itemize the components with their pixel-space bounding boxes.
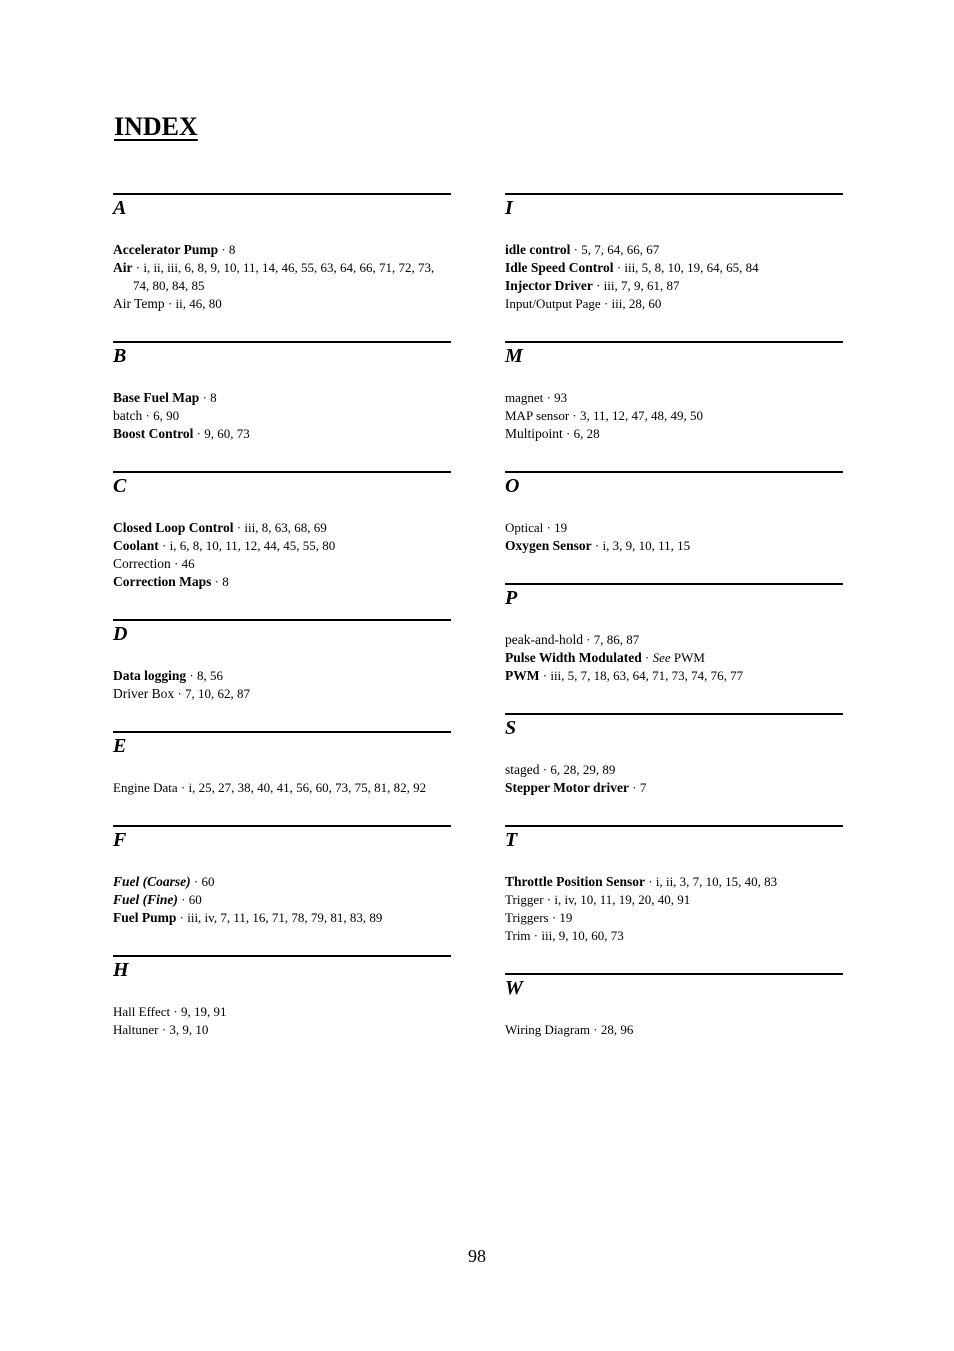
index-entry bbox=[505, 277, 843, 295]
entry-pages: · iii, 5, 8, 10, 19, 64, 65, 84 bbox=[613, 260, 759, 275]
index-entry bbox=[113, 873, 451, 891]
section-letter: B bbox=[113, 345, 127, 367]
entry-pages: · iii, 28, 60 bbox=[600, 296, 662, 311]
entry-term: Driver Box bbox=[113, 686, 175, 701]
entry-pages: · 9, 60, 73 bbox=[193, 426, 250, 441]
entry-pages: · 7 bbox=[628, 780, 647, 795]
section-letter: C bbox=[113, 475, 127, 497]
entry-pages: · 7, 10, 62, 87 bbox=[174, 686, 250, 701]
index-section-w bbox=[505, 973, 843, 1039]
index-section-t bbox=[505, 825, 843, 945]
index-section-b bbox=[113, 341, 451, 443]
entry-pages: · 3, 9, 10 bbox=[158, 1022, 209, 1037]
entry-pages: · 5, 7, 64, 66, 67 bbox=[570, 242, 660, 257]
entry-pages: · 7, 86, 87 bbox=[582, 632, 640, 647]
entry-list bbox=[505, 499, 843, 555]
entry-term: Throttle Position Sensor bbox=[505, 874, 646, 889]
index-entry bbox=[505, 295, 843, 313]
entry-term: Air Temp bbox=[113, 296, 165, 311]
entry-pages: · i, ii, 3, 7, 10, 15, 40, 83 bbox=[645, 874, 778, 889]
index-section-s bbox=[505, 713, 843, 797]
index-entry bbox=[505, 779, 843, 797]
entry-term: PWM bbox=[505, 668, 540, 683]
section-letter: A bbox=[113, 197, 127, 219]
entry-pages: · 6, 90 bbox=[142, 408, 180, 423]
section-letter: D bbox=[113, 623, 128, 645]
section-letter: O bbox=[505, 475, 520, 497]
entry-term: Fuel (Coarse) bbox=[113, 874, 191, 889]
entry-pages: · 6, 28, 29, 89 bbox=[539, 762, 616, 777]
entry-term: Stepper Motor driver bbox=[505, 780, 629, 795]
entry-list bbox=[505, 741, 843, 797]
entry-list bbox=[505, 853, 843, 945]
entry-list bbox=[113, 221, 451, 313]
entry-term: Data logging bbox=[113, 668, 187, 683]
entry-see-target: PWM bbox=[670, 650, 705, 665]
entry-term: Pulse Width Modulated bbox=[505, 650, 642, 665]
entry-term: Trim bbox=[505, 928, 531, 943]
entry-term: batch bbox=[113, 408, 143, 423]
index-section-h bbox=[113, 955, 451, 1039]
entry-term: Engine Data bbox=[113, 780, 178, 795]
index-entry bbox=[505, 537, 843, 555]
entry-term: Oxygen Sensor bbox=[505, 538, 592, 553]
section-letter: H bbox=[113, 959, 129, 981]
section-letter: I bbox=[505, 197, 513, 219]
entry-list bbox=[113, 499, 451, 591]
index-entry bbox=[113, 1003, 451, 1021]
entry-term: Coolant bbox=[113, 538, 159, 553]
entry-list bbox=[113, 369, 451, 443]
index-section-m bbox=[505, 341, 843, 443]
index-entry bbox=[113, 389, 451, 407]
index-entry bbox=[505, 631, 843, 649]
entry-list bbox=[505, 1001, 843, 1039]
entry-pages: · 8 bbox=[211, 574, 229, 589]
entry-pages: · iii, 9, 10, 60, 73 bbox=[530, 928, 624, 943]
entry-pages: · iii, 5, 7, 18, 63, 64, 71, 73, 74, 76, 77 bbox=[539, 668, 744, 683]
entry-term: staged bbox=[505, 762, 540, 777]
entry-term: Optical bbox=[505, 520, 544, 535]
index-entry bbox=[505, 667, 843, 685]
entry-term: Triggers bbox=[505, 910, 549, 925]
index-section-f bbox=[113, 825, 451, 927]
index-entry bbox=[113, 909, 451, 927]
index-section-c bbox=[113, 471, 451, 591]
index-entry bbox=[505, 241, 843, 259]
index-entry bbox=[113, 295, 451, 313]
entry-pages: · iii, 8, 63, 68, 69 bbox=[233, 520, 327, 535]
entry-pages: · i, 3, 9, 10, 11, 15 bbox=[591, 538, 691, 553]
entry-pages: · 19 bbox=[543, 520, 568, 535]
entry-term: Multipoint bbox=[505, 426, 563, 441]
index-section-i bbox=[505, 193, 843, 313]
entry-term: Air bbox=[113, 260, 133, 275]
entry-pages: · ii, 46, 80 bbox=[164, 296, 222, 311]
entry-term: peak-and-hold bbox=[505, 632, 583, 647]
entry-pages: · i, iv, 10, 11, 19, 20, 40, 91 bbox=[543, 892, 691, 907]
index-entry bbox=[113, 555, 451, 573]
section-letter: T bbox=[505, 829, 518, 851]
page-number: 98 bbox=[468, 1246, 486, 1266]
index-entry bbox=[113, 1021, 451, 1039]
entry-pages: · 60 bbox=[177, 892, 202, 907]
entry-term: Accelerator Pump bbox=[113, 242, 219, 257]
entry-pages: · i, 6, 8, 10, 11, 12, 44, 45, 55, 80 bbox=[158, 538, 336, 553]
entry-term: Fuel (Fine) bbox=[113, 892, 178, 907]
index-entry bbox=[505, 389, 843, 407]
index-entry bbox=[113, 241, 451, 259]
index-entry bbox=[505, 873, 843, 891]
entry-term: Wiring Diagram bbox=[505, 1022, 591, 1037]
entry-pages: · 28, 96 bbox=[590, 1022, 634, 1037]
entry-term: Boost Control bbox=[113, 426, 194, 441]
entry-term: idle control bbox=[505, 242, 571, 257]
section-letter: E bbox=[113, 735, 127, 757]
entry-term: magnet bbox=[505, 390, 544, 405]
entry-pages: · 46 bbox=[170, 556, 195, 571]
index-entry bbox=[113, 891, 451, 909]
index-entry bbox=[505, 649, 843, 667]
section-letter: P bbox=[505, 587, 518, 609]
entry-pages: · i, 25, 27, 38, 40, 41, 56, 60, 73, 75, 81, 82, 92 bbox=[177, 780, 427, 795]
section-letter: W bbox=[505, 977, 523, 999]
entry-term: Base Fuel Map bbox=[113, 390, 200, 405]
index-section-o bbox=[505, 471, 843, 555]
entry-pages: · 19 bbox=[548, 910, 573, 925]
index-entry bbox=[113, 407, 451, 425]
entry-pages: · 6, 28 bbox=[562, 426, 600, 441]
index-entry bbox=[505, 425, 843, 443]
section-letter: F bbox=[113, 829, 127, 851]
entry-pages: · 3, 11, 12, 47, 48, 49, 50 bbox=[569, 408, 704, 423]
entry-list bbox=[113, 853, 451, 927]
index-entry bbox=[505, 519, 843, 537]
entry-term: Correction Maps bbox=[113, 574, 212, 589]
section-letter: M bbox=[505, 345, 523, 367]
entry-term: Idle Speed Control bbox=[505, 260, 614, 275]
index-section-e bbox=[113, 731, 451, 797]
entry-pages: · 8 bbox=[199, 390, 217, 405]
index-entry bbox=[113, 779, 451, 797]
index-section-p bbox=[505, 583, 843, 685]
index-section-d bbox=[113, 619, 451, 703]
index-section-a bbox=[113, 193, 451, 313]
index-entry bbox=[113, 259, 451, 295]
entry-term: Input/Output Page bbox=[505, 296, 601, 311]
entry-term: Haltuner bbox=[113, 1022, 159, 1037]
index-entry bbox=[113, 667, 451, 685]
entry-term: MAP sensor bbox=[505, 408, 570, 423]
entry-term: Injector Driver bbox=[505, 278, 593, 293]
entry-pages: · 93 bbox=[543, 390, 568, 405]
entry-term: Correction bbox=[113, 556, 171, 571]
entry-list bbox=[505, 611, 843, 685]
index-entry bbox=[505, 761, 843, 779]
entry-pages: · bbox=[641, 650, 653, 665]
index-entry bbox=[113, 537, 451, 555]
index-entry bbox=[505, 259, 843, 277]
entry-pages: · 9, 19, 91 bbox=[170, 1004, 227, 1019]
index-column-right bbox=[505, 193, 843, 1039]
entry-pages: · 60 bbox=[190, 874, 215, 889]
entry-term: Closed Loop Control bbox=[113, 520, 234, 535]
entry-list bbox=[505, 369, 843, 443]
entry-list bbox=[113, 647, 451, 703]
entry-term: Hall Effect bbox=[113, 1004, 171, 1019]
index-entry bbox=[113, 425, 451, 443]
entry-list bbox=[113, 759, 451, 797]
entry-pages: · 8, 56 bbox=[186, 668, 223, 683]
entry-term: Trigger bbox=[505, 892, 544, 907]
index-column-left bbox=[113, 193, 451, 1039]
index-entry bbox=[113, 519, 451, 537]
entry-list bbox=[113, 983, 451, 1039]
index-entry bbox=[113, 573, 451, 591]
entry-term: Fuel Pump bbox=[113, 910, 177, 925]
index-entry bbox=[505, 1021, 843, 1039]
index-entry bbox=[505, 407, 843, 425]
entry-see-reference: See bbox=[652, 650, 671, 665]
section-letter: S bbox=[505, 717, 517, 739]
entry-list bbox=[505, 221, 843, 313]
entry-pages: · iii, 7, 9, 61, 87 bbox=[592, 278, 680, 293]
index-entry bbox=[505, 891, 843, 909]
entry-pages: · iii, iv, 7, 11, 16, 71, 78, 79, 81, 83, 89 bbox=[176, 910, 383, 925]
index-entry bbox=[113, 685, 451, 703]
index-entry bbox=[505, 909, 843, 927]
entry-pages: · i, ii, iii, 6, 8, 9, 10, 11, 14, 46, 55, 63, 64, 66, 71, 72, 73, 74, 80, 84, 85 bbox=[132, 260, 435, 293]
entry-pages: · 8 bbox=[218, 242, 236, 257]
index-entry bbox=[505, 927, 843, 945]
index-title: INDEX bbox=[114, 112, 198, 141]
